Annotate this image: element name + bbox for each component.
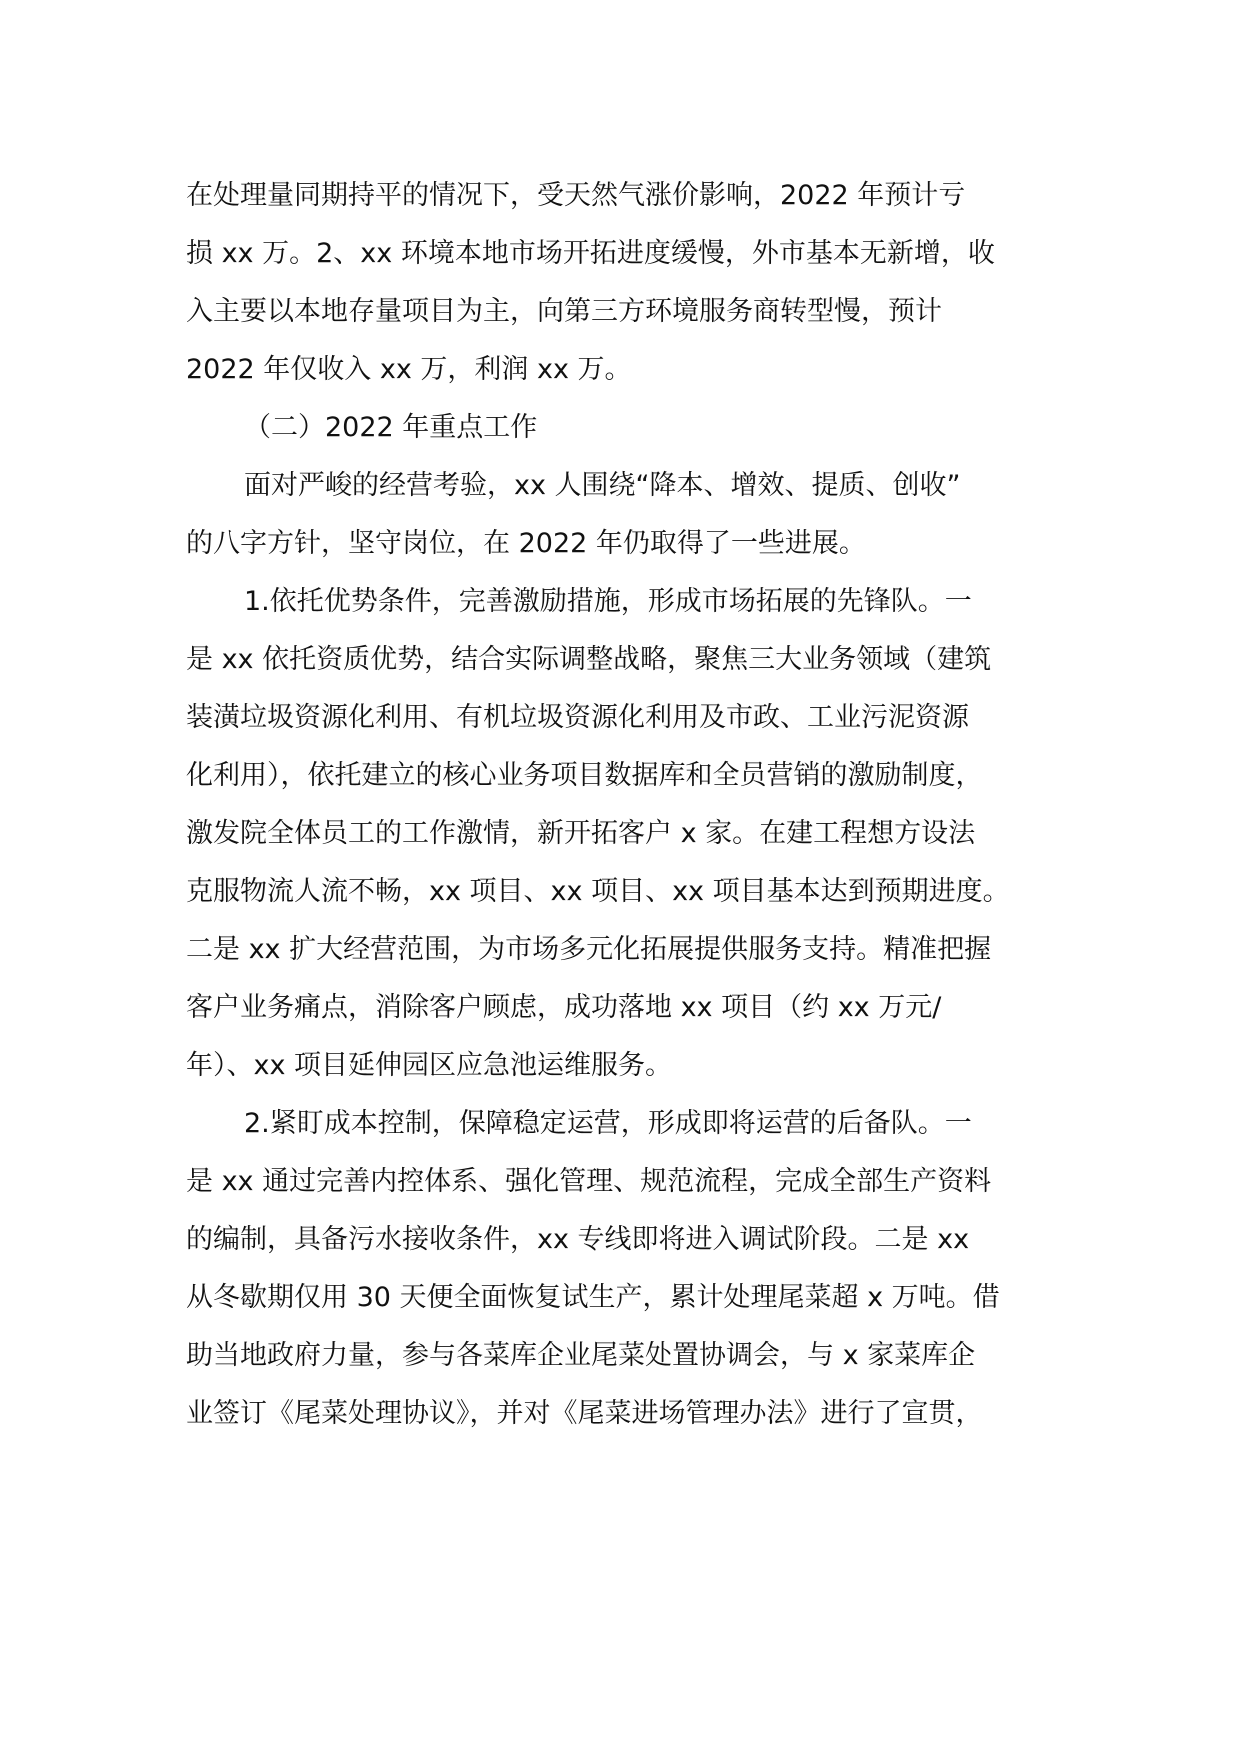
text-line: 2.紧盯成本控制，保障稳定运营，形成即将运营的后备队。一 xyxy=(244,1108,972,1139)
text-line: 入主要以本地存量项目为主，向第三方环境服务商转型慢，预计 xyxy=(186,296,942,327)
section-heading: （二）2022 年重点工作 xyxy=(244,412,538,443)
text-line: 2022 年仅收入 xx 万，利润 xx 万。 xyxy=(186,354,632,385)
text-line: 装潢垃圾资源化利用、有机垃圾资源化利用及市政、工业污泥资源 xyxy=(186,702,969,733)
text-line: 业签订《尾菜处理协议》，并对《尾菜进场管理办法》进行了宣贯， xyxy=(186,1398,983,1429)
text-line: 的八字方针，坚守岗位，在 2022 年仍取得了一些进展。 xyxy=(186,528,866,559)
text-line: 从冬歇期仅用 30 天便全面恢复试生产，累计处理尾菜超 x 万吨。借 xyxy=(186,1282,1000,1313)
text-line: 二是 xx 扩大经营范围，为市场多元化拓展提供服务支持。精准把握 xyxy=(186,934,992,965)
text-line: 1.依托优势条件，完善激励措施，形成市场拓展的先锋队。一 xyxy=(244,586,972,617)
text-line: 年）、xx 项目延伸园区应急池运维服务。 xyxy=(186,1050,673,1081)
text-line: 面对严峻的经营考验，xx 人围绕“降本、增效、提质、创收” xyxy=(244,470,961,501)
text-line: 是 xx 通过完善内控体系、强化管理、规范流程，完成全部生产资料 xyxy=(186,1166,992,1197)
text-line: 的编制，具备污水接收条件，xx 专线即将进入调试阶段。二是 xx xyxy=(186,1224,970,1255)
text-line: 在处理量同期持平的情况下，受天然气涨价影响，2022 年预计亏 xyxy=(186,180,966,211)
text-line: 化利用），依托建立的核心业务项目数据库和全员营销的激励制度， xyxy=(186,760,983,791)
text-line: 是 xx 依托资质优势，结合实际调整战略，聚焦三大业务领域（建筑 xyxy=(186,644,992,675)
text-line: 克服物流人流不畅，xx 项目、xx 项目、xx 项目基本达到预期进度。 xyxy=(186,876,1010,907)
text-line: 损 xx 万。2、xx 环境本地市场开拓进度缓慢，外市基本无新增，收 xyxy=(186,238,995,269)
text-line: 客户业务痛点，消除客户顾虑，成功落地 xx 项目（约 xx 万元/ xyxy=(186,992,942,1023)
text-line: 激发院全体员工的工作激情，新开拓客户 x 家。在建工程想方设法 xyxy=(186,818,976,849)
text-line: 助当地政府力量，参与各菜库企业尾菜处置协调会，与 x 家菜库企 xyxy=(186,1340,976,1371)
